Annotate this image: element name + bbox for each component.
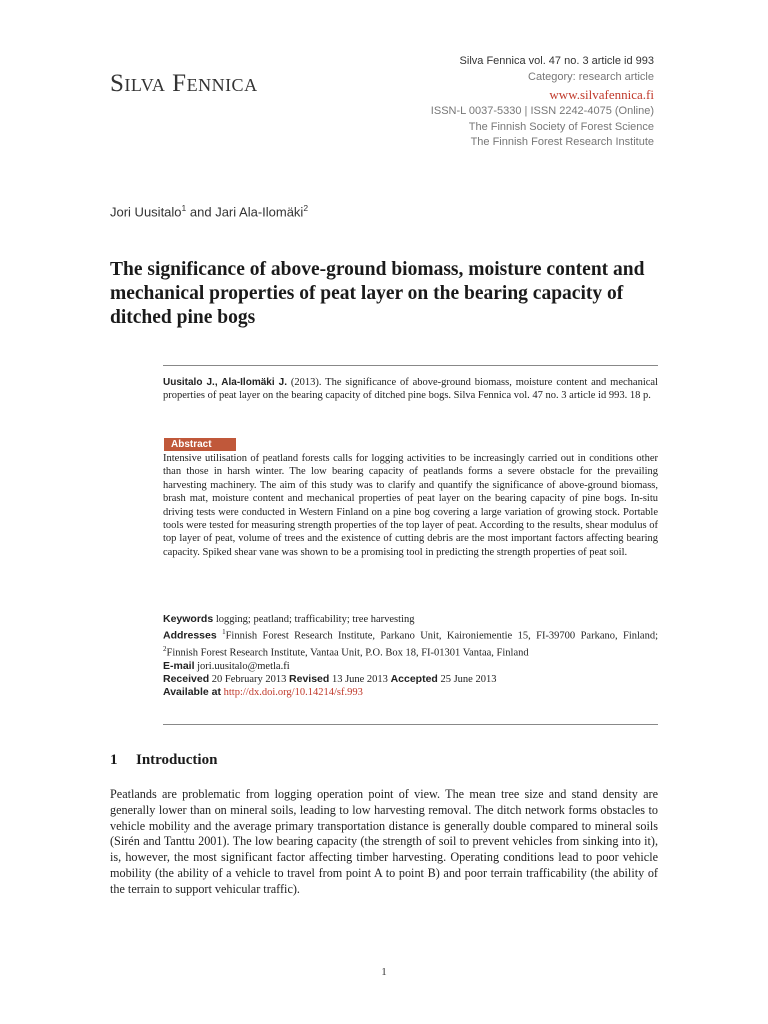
- journal-issn: ISSN-L 0037-5330 | ISSN 2242-4075 (Online): [430, 105, 654, 117]
- dates-line: [163, 673, 658, 686]
- revised-label: Revised: [289, 673, 330, 686]
- received-date: 20 February 2013: [209, 674, 290, 686]
- author-name: Jari Ala-Ilomäki: [215, 204, 304, 220]
- author-joiner: and: [186, 204, 216, 220]
- author-list: [110, 203, 308, 219]
- doi-link[interactable]: http://dx.doi.org/10.14214/sf.993: [223, 687, 363, 699]
- section-number: 1: [110, 752, 118, 768]
- article-category: Category: research article: [528, 70, 654, 83]
- available-label: Available at: [163, 686, 221, 699]
- addresses-label: Addresses: [163, 629, 217, 642]
- accepted-label: Accepted: [390, 673, 438, 686]
- article-metadata: [163, 613, 658, 700]
- citation-text: (2013). The significance of above-ground biomass, moisture content and mechanical properties of peat layer on the bearing capacity of ditched pine bogs. Silva Fennica vol. 47 no. 3 article id 993. 18 p.: [163, 377, 658, 402]
- publisher-institute: The Finnish Forest Research Institute: [470, 136, 654, 148]
- keywords-label: Keywords: [163, 613, 214, 625]
- keywords-line: [163, 613, 658, 626]
- revised-date: 13 June 2013: [329, 674, 391, 686]
- bottom-divider: [163, 724, 658, 725]
- section-title: Introduction: [136, 752, 218, 768]
- article-title: The significance of above-ground biomass, moisture content and mechanical properties of peat layer on the bearing capacity of ditched pine bogs: [110, 259, 645, 328]
- citation-block: [163, 376, 658, 403]
- journal-url-link[interactable]: www.silvafennica.fi: [549, 87, 654, 102]
- addresses-line: [163, 626, 658, 660]
- address-mark: 2: [163, 645, 167, 654]
- author-name: Jori Uusitalo: [110, 204, 182, 220]
- address-value: Finnish Forest Research Institute, Vantaa Unit, P.O. Box 18, FI-01301 Vantaa, Finland: [166, 647, 529, 659]
- author-affiliation-mark: 2: [303, 203, 309, 213]
- received-label: Received: [163, 673, 210, 686]
- publisher-society: The Finnish Society of Forest Science: [468, 120, 654, 133]
- top-divider: [163, 365, 658, 366]
- accepted-date: 25 June 2013: [437, 674, 497, 686]
- address-mark: 1: [222, 628, 226, 637]
- abstract-label: Abstract: [164, 438, 236, 451]
- journal-citation-line: Silva Fennica vol. 47 no. 3 article id 993: [459, 55, 654, 67]
- journal-logo: Silva Fennica: [110, 70, 258, 97]
- page-number: 1: [381, 966, 387, 978]
- email-label: E-mail: [163, 659, 195, 672]
- abstract-text: Intensive utilisation of peatland forests calls for logging activities to be increasingly carried out in conditions other than those in harsh winter. The low bearing capacity of peatlands forms a severe obstacle for the prevailing harvesting machinery. The aim of this study was to clarify and quantify the significance of above-ground biomass, brash mat, moisture content and mechanical properties of peat layer on the bearing capacity of pine bogs. In-situ driving tests were conducted in Western Finland on a pine bog covering a large variation of growing stock. Portable tools were tested for measuring strength properties of the top layer of peat. According to the results, shear modulus of top layer of peat, volume of trees and the existence of cutting debris are the most important factors affecting bearing capacity. Spiked shear vane was shown to be a promising tool in predicting the strength properties of peat soil.: [163, 453, 658, 558]
- email-link[interactable]: jori.uusitalo@metla.fi: [194, 660, 290, 672]
- keywords-value: logging; peatland; trafficability; tree harvesting: [213, 614, 415, 625]
- address-value: Finnish Forest Research Institute, Parkano Unit, Kaironiementie 15, FI-39700 Parkano, Finland;: [225, 630, 658, 642]
- section-heading: [110, 752, 217, 769]
- email-line: [163, 660, 658, 673]
- introduction-paragraph: Peatlands are problematic from logging operation point of view. The mean tree size and stand density are generally lower than on mineral soils, leading to low harvesting removal. The ditch network forms obstacles to vehicle mobility and the average primary transportation distance is generally double compared to mineral soils (Sirén and Tanttu 2001). The low bearing capacity (the strength of soil to prevent vehicles from sinking into it), is, however, the most significant factor affecting timber harvesting. Operating conditions lead to poor vehicle mobility (the ability of a vehicle to travel from point A to point B) and poor terrain trafficability (the ability of the terrain to support vehicular traffic).: [110, 787, 658, 896]
- journal-header-info: [431, 54, 654, 151]
- citation-authors: Uusitalo J., Ala-Ilomäki J.: [163, 377, 287, 388]
- available-line: [163, 686, 658, 699]
- author-affiliation-mark: 1: [181, 203, 187, 213]
